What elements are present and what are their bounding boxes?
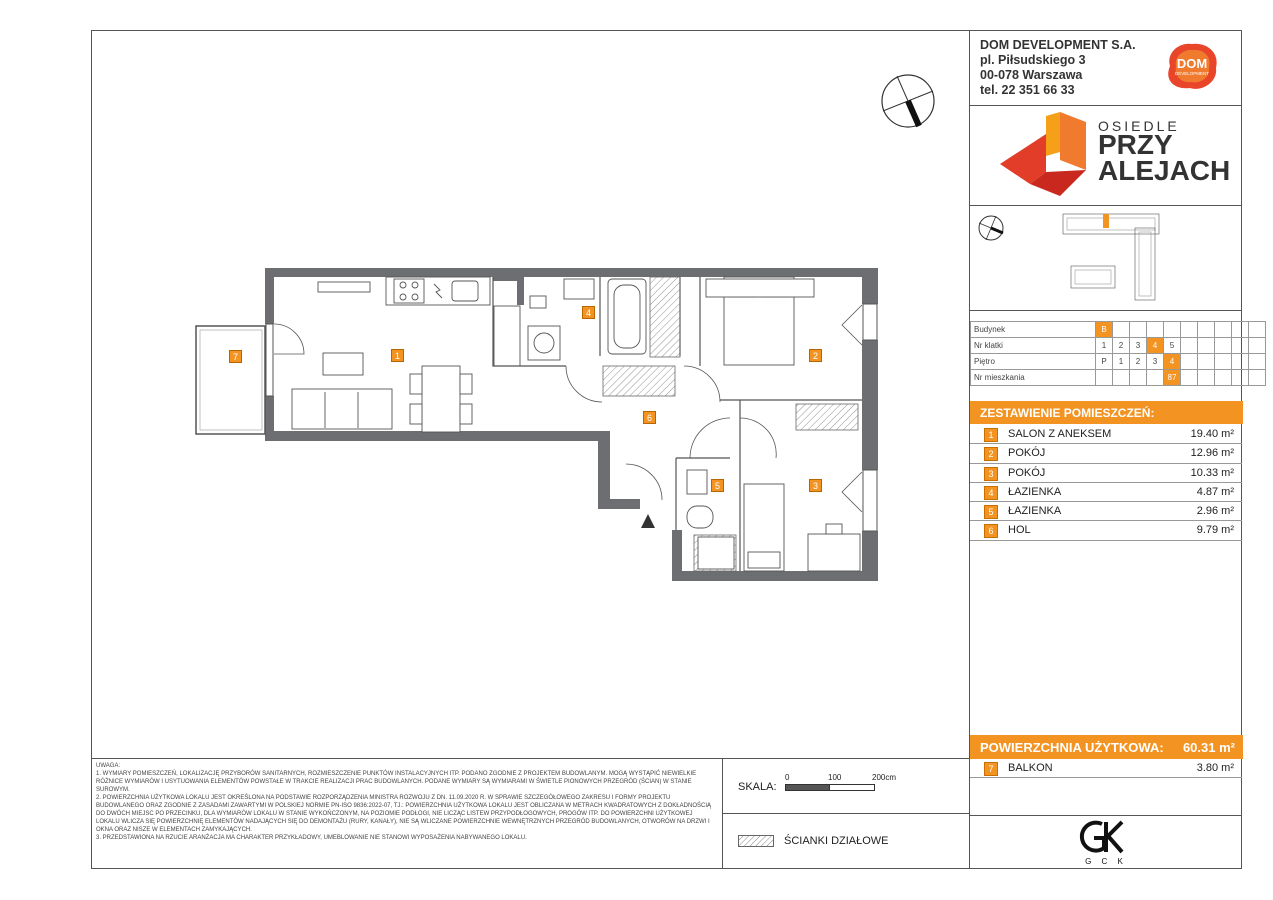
grid-cell xyxy=(1113,370,1130,386)
room-area: 10.33 m² xyxy=(1190,466,1234,479)
grid-cell xyxy=(1113,322,1130,338)
room-area: 12.96 m² xyxy=(1190,447,1234,460)
brand-divider xyxy=(969,205,1242,206)
balcony-row xyxy=(970,759,1242,778)
gck-logo xyxy=(1076,818,1140,868)
grid-cell xyxy=(1232,338,1249,354)
grid-row xyxy=(971,338,1266,354)
grid-cell xyxy=(1215,370,1232,386)
usable-area-value: 60.31 m² xyxy=(1182,740,1235,755)
grid-cell: 5 xyxy=(1164,338,1181,354)
room-area: 19.40 m² xyxy=(1190,428,1234,440)
note-1: 1. WYMIARY POMIESZCZEŃ, LOKALIZACJĘ PRZYBORÓW SANITARNYCH, ROZMIESZCZENIE PUNKTÓW INSTALACYJNYCH ITP. PODANO ZGODNIE Z PROJEKTEM BUDOWLANYM. MOGĄ WYSTĄPIĆ NIEWIELKIE RÓŻNICE WYMIARÓW I USYTUOWANIA ELEMENTÓW POWSTAŁE W TRAKCIE REALIZACJI PRAC BUDOWLANYCH. PODANE WYMIARY SĄ WYMIARAMI W ŚWIETLE PIONOWYCH PRZEGRÓD (ŚCIAN) W STANIE SUROWYM. xyxy=(96,771,697,793)
plan-label-bedroom-2: 2 xyxy=(809,349,822,362)
scale-bar-light xyxy=(829,784,875,791)
grid-cell xyxy=(1181,354,1198,370)
grid-cell: 1 xyxy=(1096,338,1113,354)
company-info xyxy=(980,38,1136,98)
grid-cell xyxy=(1215,322,1232,338)
grid-row xyxy=(971,354,1266,370)
grid-cell xyxy=(1198,322,1215,338)
room-name: ŁAZIENKA xyxy=(1008,505,1062,518)
usable-area-label: POWIERZCHNIA UŻYTKOWA: xyxy=(980,740,1164,755)
grid-cell: 2 xyxy=(1130,354,1147,370)
grid-cell xyxy=(1198,354,1215,370)
note-2: 2. POWIERZCHNIA UŻYTKOWA LOKALU JEST OKREŚLONA NA PODSTAWIE ROZPORZĄDZENIA MINISTRA ROZWOJU Z DN. 11.09.2020 R. W SPRAWIE SZCZEGÓŁOWEGO ZAKRESU I FORMY PROJEKTU BUDOWLANEGO ORAZ ZGODNIE Z ZASADAMI ZAWARTYMI W POLSKIEJ NORMIE PN-ISO 9836:2022-07, TJ.: POWIERZCHNIA UŻYTKOWA LOKALU JEST OBLICZANA W METRACH KWADRATOWYCH Z DOKŁADNOŚCIĄ DO DWÓCH MIEJSC PO PRZECINKU, DLA WYMIARÓW LOKALU W STANIE WYKOŃCZONYM, NA POZIOMIE PODŁOGI, NIE LICZĄC LISTEW PRZYPODŁOGOWYCH, PROGÓW ITP. DO POWIERZCHNI UŻYTKOWEJ LOKALU WLICZA SIĘ POWIERZCHNIĘ ELEMENTÓW NADAJĄCYCH SIĘ DO DEMONTAŻU (RURY, KANAŁY), NIE SĄ WLICZANE POWIERZCHNIE WEWNĘTRZNYCH PRZEGRÓD BUDOWLANYCH, OTWORÓW NA DRZWI I OKNA ORAZ NISZE W ELEMENTACH ZAMYKAJĄCYCH. xyxy=(96,795,711,833)
scale-label: SKALA: xyxy=(738,781,777,793)
grid-cell: 4 xyxy=(1164,354,1181,370)
dom-logo-text: DOM xyxy=(1176,56,1208,71)
brand-line-przy: PRZY xyxy=(1098,129,1173,160)
grid-cell: 3 xyxy=(1130,338,1147,354)
grid-cell: 87 xyxy=(1164,370,1181,386)
room-number: 1 xyxy=(984,428,998,442)
grid-cell xyxy=(1249,370,1266,386)
grid-cell xyxy=(1181,338,1198,354)
grid-cell xyxy=(1249,338,1266,354)
grid-cell xyxy=(1249,322,1266,338)
balcony-name: BALKON xyxy=(1008,762,1053,774)
balcony-number: 7 xyxy=(984,762,998,776)
room-number: 3 xyxy=(984,467,998,481)
plan-label-hall: 6 xyxy=(643,411,656,424)
floor-plan xyxy=(190,265,890,585)
scale-tick-100: 100 xyxy=(828,773,842,782)
keyplan-highlight xyxy=(1103,214,1109,228)
room-name: POKÓJ xyxy=(1008,466,1046,479)
grid-cell xyxy=(1215,354,1232,370)
key-plan xyxy=(975,210,1237,308)
grid-cell xyxy=(1198,370,1215,386)
company-name: DOM DEVELOPMENT S.A. xyxy=(980,38,1136,52)
summary-title: ZESTAWIENIE POMIESZCZEŃ: xyxy=(970,401,1243,424)
room-row xyxy=(970,502,1242,521)
keyplan-divider xyxy=(969,310,1242,311)
dom-development-logo xyxy=(1162,40,1222,92)
room-name: ŁAZIENKA xyxy=(1008,485,1062,498)
entrance-marker-icon xyxy=(641,514,655,528)
scale-tick-0: 0 xyxy=(785,773,790,782)
room-row xyxy=(970,464,1242,483)
room-row xyxy=(970,483,1242,502)
scale-tick-200: 200cm xyxy=(872,773,897,782)
scale-divider xyxy=(722,813,969,814)
room-area: 4.87 m² xyxy=(1196,485,1234,498)
grid-cell: 4 xyxy=(1147,338,1164,354)
room-area: 9.79 m² xyxy=(1196,524,1234,537)
grid-cell: B xyxy=(1096,322,1113,338)
room-number: 5 xyxy=(984,505,998,519)
company-phone: tel. 22 351 66 33 xyxy=(980,83,1075,97)
room-number: 6 xyxy=(984,524,998,538)
room-row xyxy=(970,521,1242,540)
brand-line-osiedle: OSIEDLE xyxy=(1098,118,1180,134)
legend-label: ŚCIANKI DZIAŁOWE xyxy=(784,835,889,847)
grid-row-label: Budynek xyxy=(971,322,1096,338)
company-address-city: 00-078 Warszawa xyxy=(980,68,1083,82)
room-number: 4 xyxy=(984,486,998,500)
company-address-street: pl. Piłsudskiego 3 xyxy=(980,53,1086,67)
grid-cell xyxy=(1130,370,1147,386)
balcony-area: 3.80 m² xyxy=(1196,762,1234,774)
location-grid xyxy=(970,321,1266,386)
keyplan-buildings xyxy=(1063,214,1159,300)
grid-cell xyxy=(1249,354,1266,370)
grid-row xyxy=(971,322,1266,338)
plan-label-balcony: 7 xyxy=(229,350,242,363)
grid-row xyxy=(971,370,1266,386)
plan-label-bathroom-4: 4 xyxy=(582,306,595,319)
notes-title: UWAGA: xyxy=(96,763,121,769)
brand-line-alejach: ALEJACH xyxy=(1098,155,1231,186)
grid-cell xyxy=(1198,338,1215,354)
plan-label-bedroom-3: 3 xyxy=(809,479,822,492)
room-row xyxy=(970,444,1242,463)
gck-letters: G C K xyxy=(1085,857,1127,866)
grid-cell: 2 xyxy=(1113,338,1130,354)
grid-cell xyxy=(1215,338,1232,354)
brand-emblem-icon xyxy=(1000,112,1092,196)
note-3: 3. PRZEDSTAWIONA NA RZUCIE ARANŻACJA MA CHARAKTER PRZYKŁADOWY, UMEBLOWANIE NIE STANOWI WYPOSAŻENIA NABYWANEGO LOKALU. xyxy=(96,835,527,841)
room-number: 2 xyxy=(984,447,998,461)
header-divider xyxy=(969,105,1242,106)
grid-cell xyxy=(1147,370,1164,386)
living-furniture xyxy=(292,353,472,432)
room-area: 2.96 m² xyxy=(1196,505,1234,518)
balcony-outline xyxy=(196,326,265,434)
scale-bar-dark xyxy=(785,784,831,791)
grid-cell xyxy=(1232,370,1249,386)
plan-label-bathroom-5: 5 xyxy=(711,479,724,492)
grid-row-label: Piętro xyxy=(971,354,1096,370)
room-name: HOL xyxy=(1008,524,1031,537)
bathroom-fixtures xyxy=(528,279,734,569)
room-name: POKÓJ xyxy=(1008,447,1046,460)
grid-cell xyxy=(1181,322,1198,338)
grid-cell xyxy=(1181,370,1198,386)
footer-divider xyxy=(91,758,969,759)
gck-divider xyxy=(969,815,1242,816)
osiedle-brand-logo xyxy=(1000,110,1230,200)
room-list xyxy=(970,425,1242,541)
notes xyxy=(96,762,716,842)
grid-row-label: Nr mieszkania xyxy=(971,370,1096,386)
grid-cell xyxy=(1147,322,1164,338)
partition-hatch-icon xyxy=(738,835,774,847)
grid-cell: P xyxy=(1096,354,1113,370)
grid-cell xyxy=(1232,322,1249,338)
grid-cell: 1 xyxy=(1113,354,1130,370)
grid-cell xyxy=(1130,322,1147,338)
grid-cell xyxy=(1096,370,1113,386)
grid-row-label: Nr klatki xyxy=(971,338,1096,354)
room-name: SALON Z ANEKSEM xyxy=(1008,428,1112,440)
usable-area-bar xyxy=(970,735,1243,759)
grid-cell xyxy=(1164,322,1181,338)
room-row xyxy=(970,425,1242,444)
grid-cell: 3 xyxy=(1147,354,1164,370)
keyplan-compass-icon xyxy=(979,216,1003,240)
grid-cell xyxy=(1232,354,1249,370)
dom-logo-subtext: DEVELOPMENT xyxy=(1174,71,1210,76)
plan-label-living: 1 xyxy=(391,349,404,362)
north-compass-icon xyxy=(880,73,936,129)
